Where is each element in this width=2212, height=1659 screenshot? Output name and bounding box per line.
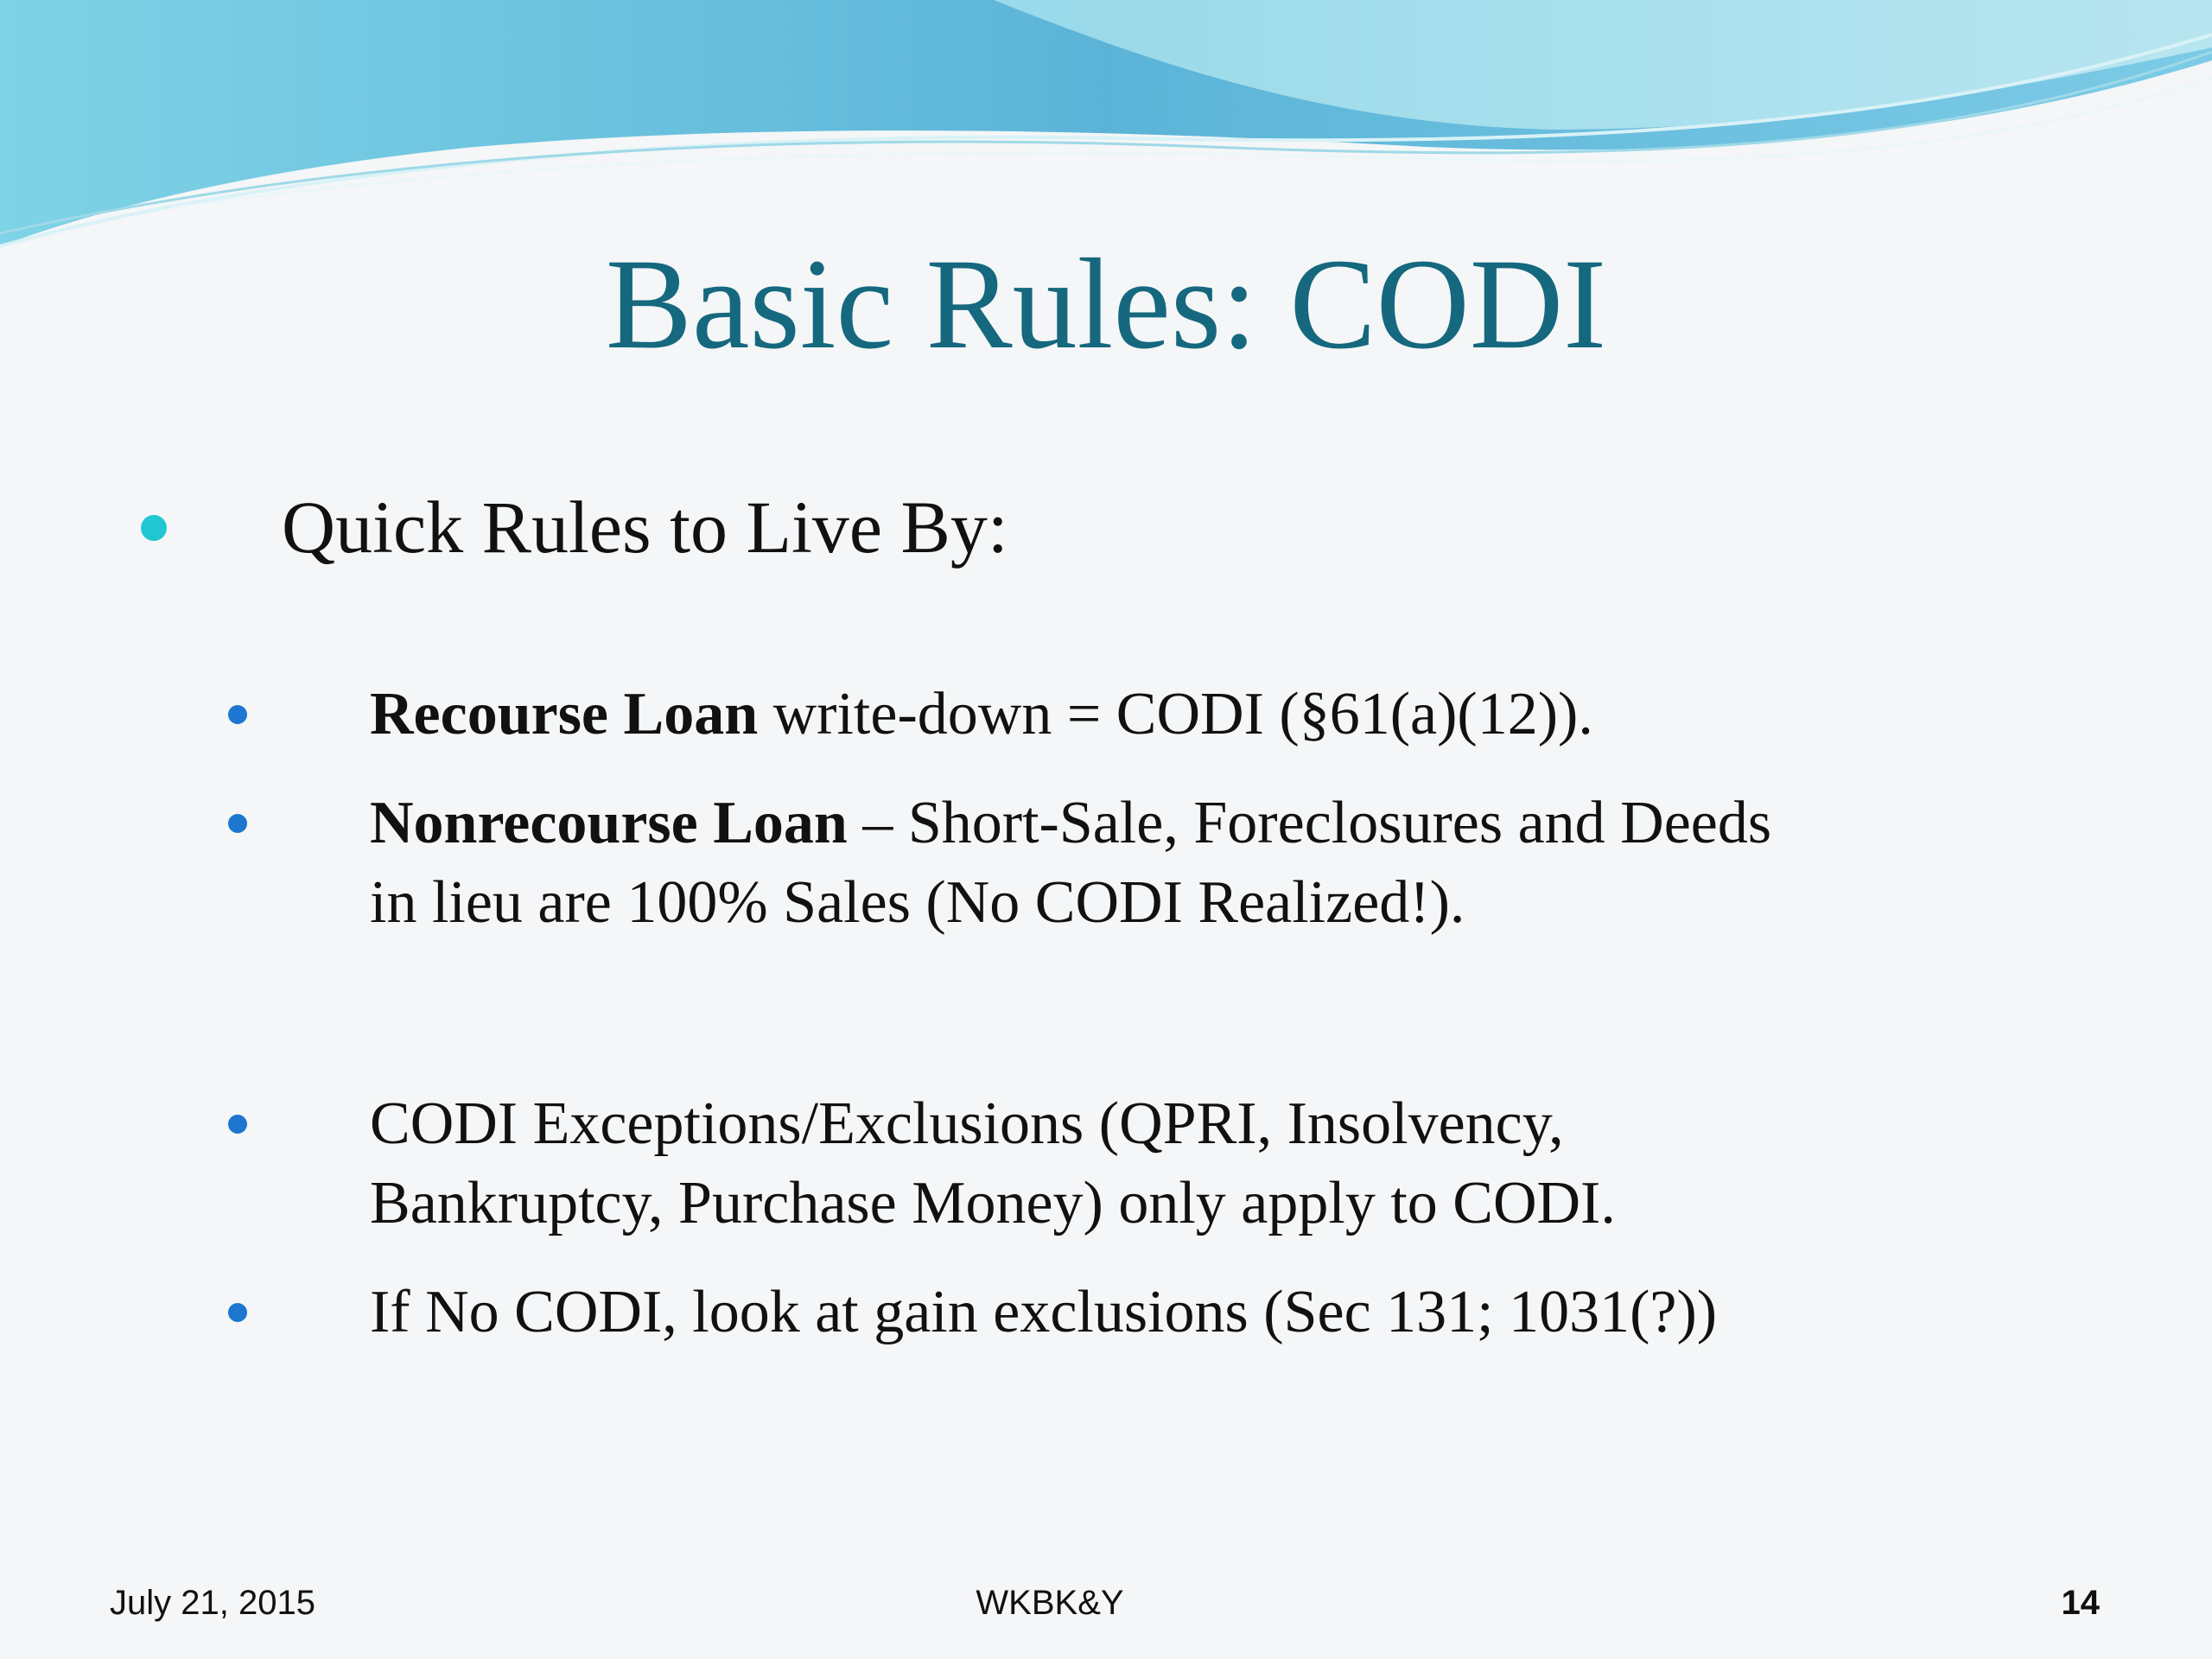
footer-center-label: WKBK&Y	[976, 1584, 1124, 1622]
bullet-level2-dot	[228, 1303, 247, 1322]
header-wave-decoration	[0, 0, 2212, 259]
gain-exclusions-text: If No CODI, look at gain exclusions (Sec 131; 1031(?))	[370, 1279, 1718, 1345]
recourse-loan-term: Recourse Loan	[370, 681, 759, 747]
bullet-level2-dot	[228, 705, 247, 724]
slide-number: 14	[2061, 1584, 2100, 1622]
codi-exceptions-text: CODI Exceptions/Exclusions (QPRI, Insolvency,	[370, 1090, 1564, 1157]
bullet-codi-exceptions-line2	[370, 1164, 1616, 1243]
bullet-gain-exclusions	[370, 1273, 1717, 1352]
nonrecourse-loan-text-cont: in lieu are 100% Sales (No CODI Realized!).	[370, 869, 1465, 936]
slide-title: Basic Rules: CODI	[605, 232, 1607, 376]
bullet-nonrecourse-loan-line2	[370, 863, 1465, 943]
bullet-level2-dot	[228, 814, 247, 833]
bullet-codi-exceptions-line1	[370, 1084, 1564, 1164]
recourse-loan-text: write-down = CODI (§61(a)(12)).	[758, 681, 1593, 747]
nonrecourse-loan-text: – Short-Sale, Foreclosures and Deeds	[847, 790, 1772, 856]
footer-date: July 21, 2015	[110, 1584, 315, 1622]
bullet-quick-rules	[282, 484, 1008, 570]
codi-exceptions-text-cont: Bankruptcy, Purchase Money) only apply to CODI.	[370, 1170, 1616, 1236]
bullet-level2-dot	[228, 1115, 247, 1134]
bullet-recourse-loan	[370, 675, 1593, 754]
bullet-quick-rules-text: Quick Rules to Live By:	[282, 486, 1008, 569]
bullet-level1-dot	[141, 515, 167, 541]
nonrecourse-loan-term: Nonrecourse Loan	[370, 790, 848, 856]
bullet-nonrecourse-loan-line1	[370, 784, 1771, 863]
